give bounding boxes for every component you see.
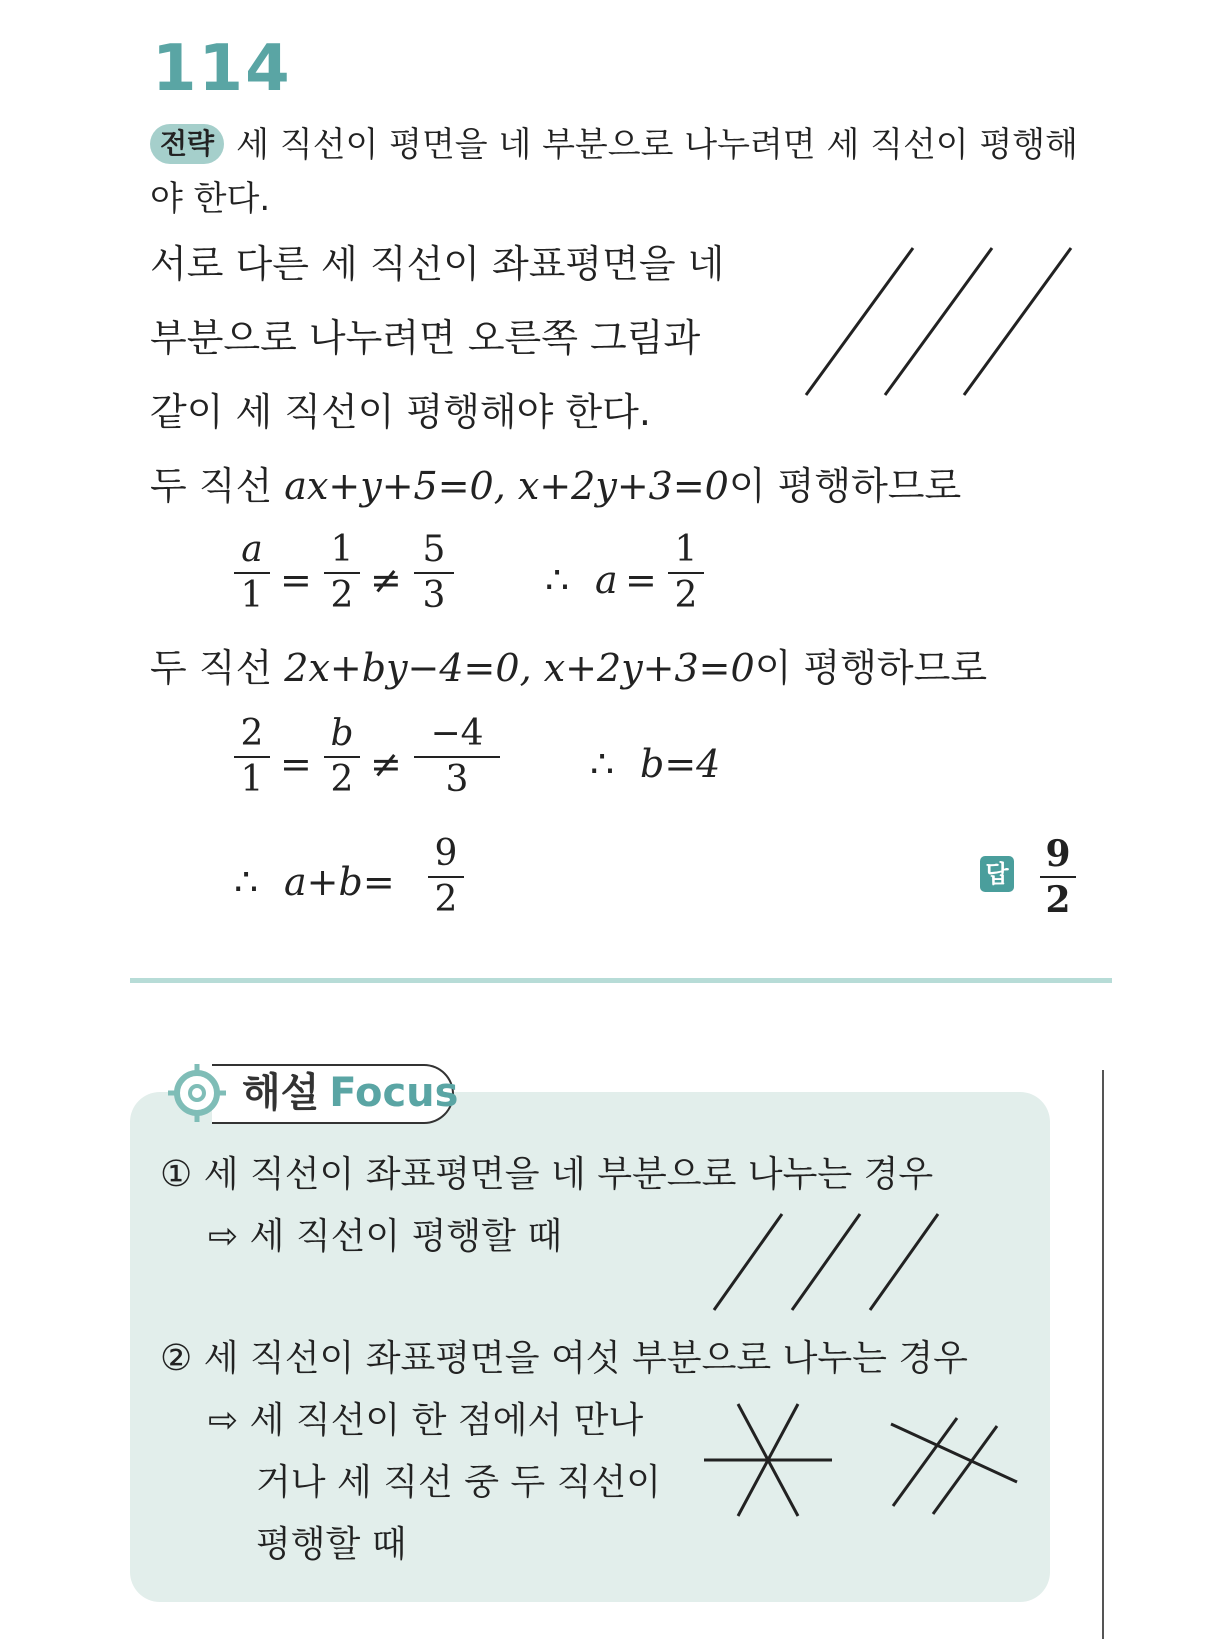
- focus-item-1: ① 세 직선이 좌표평면을 네 부분으로 나누는 경우: [160, 1154, 934, 1195]
- step1-prefix: 두 직선: [150, 464, 285, 508]
- step2-result: b=4: [640, 742, 721, 786]
- focus-item-2-sub1: ⇨ 세 직선이 한 점에서 만나: [208, 1400, 644, 1441]
- strategy-line-2: 야 한다.: [150, 179, 271, 219]
- step2-frac3: −4 3: [414, 714, 500, 800]
- final-frac: 9 2: [428, 834, 464, 920]
- strategy-badge: 전략: [150, 124, 224, 164]
- step2-eq1: 2x+by−4=0,: [284, 646, 532, 690]
- step2-suffix: 이 평행하므로: [754, 646, 988, 690]
- focus-item-2-sub3: 평행할 때: [256, 1524, 407, 1565]
- final-expr: a+b=: [284, 860, 395, 904]
- margin-line: [1102, 1070, 1104, 1639]
- step1-frac1: a 1: [234, 530, 270, 616]
- focus-parallel-figure: [700, 1206, 960, 1316]
- focus-title-korean: 해설: [242, 1070, 320, 1116]
- explanation-line-3: 같이 세 직선이 평행해야 한다.: [150, 390, 651, 434]
- parallel-lines-figure: [800, 240, 1090, 405]
- explanation-line-2: 부분으로 나누려면 오른쪽 그림과: [150, 316, 701, 360]
- strategy-text-1: 세 직선이 평면을 네 부분으로 나누려면 세 직선이 평행해: [236, 125, 1078, 165]
- step2-frac2: b 2: [324, 714, 360, 800]
- target-icon: [166, 1062, 228, 1124]
- step2-neq-sign: ≠: [370, 742, 402, 786]
- step2-eq2: x+2y+3=0: [543, 646, 755, 690]
- step1-therefore: ∴: [545, 558, 570, 602]
- step1-line: [150, 462, 961, 510]
- two-parallel-figure: [885, 1398, 1025, 1518]
- step1-frac3: 5 3: [414, 530, 454, 616]
- answer-frac: 9 2: [1040, 834, 1076, 920]
- step1-eq1: ax+y+5=0,: [284, 464, 506, 508]
- explanation-line-1: 서로 다른 세 직선이 좌표평면을 네: [150, 242, 725, 286]
- focus-title-english: Focus: [329, 1070, 459, 1116]
- step1-neq-sign: ≠: [370, 558, 402, 602]
- step1-result-var: a: [595, 558, 618, 602]
- step2-eq-sign: =: [280, 742, 312, 786]
- focus-item-1-sub: ⇨ 세 직선이 평행할 때: [208, 1216, 563, 1257]
- focus-title: [242, 1068, 458, 1118]
- focus-item-2: ② 세 직선이 좌표평면을 여섯 부분으로 나누는 경우: [160, 1338, 968, 1379]
- step1-result-eq: =: [625, 558, 657, 602]
- arrow-icon: ⇨: [208, 1216, 239, 1257]
- focus-item-2-sub2: 거나 세 직선 중 두 직선이: [256, 1462, 661, 1503]
- concurrent-lines-figure: [700, 1400, 840, 1520]
- section-divider: [130, 978, 1112, 983]
- step1-suffix: 이 평행하므로: [728, 464, 962, 508]
- step1-frac2: 1 2: [324, 530, 360, 616]
- step1-eq-sign: =: [280, 558, 312, 602]
- step2-frac1: 2 1: [234, 714, 270, 800]
- final-therefore: ∴: [234, 860, 259, 904]
- step1-eq2: x+2y+3=0: [517, 464, 729, 508]
- step2-therefore: ∴: [590, 742, 615, 786]
- step2-prefix: 두 직선: [150, 646, 285, 690]
- strategy-line-1: [150, 118, 1080, 172]
- arrow-icon: ⇨: [208, 1400, 239, 1441]
- step1-result-frac: 1 2: [668, 530, 704, 616]
- step2-line: [150, 644, 987, 692]
- problem-number: 114: [152, 32, 292, 106]
- answer-badge: 답: [980, 856, 1014, 892]
